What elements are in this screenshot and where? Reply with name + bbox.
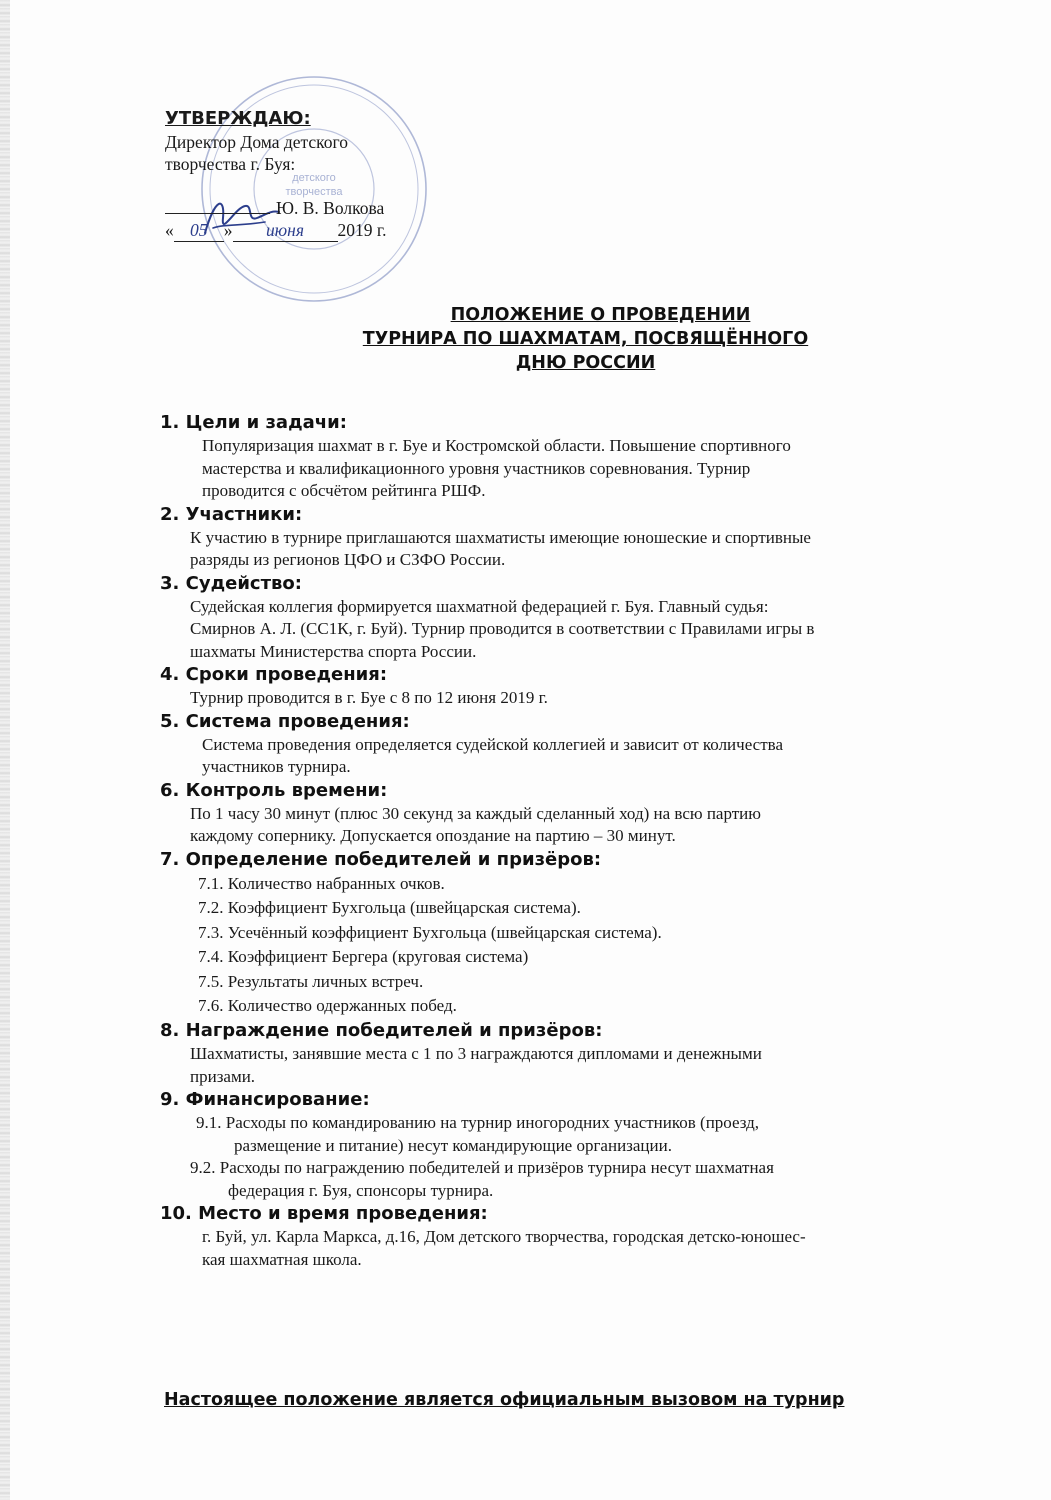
svg-text:детского: детского — [292, 172, 336, 184]
approval-line-2: творчества г. Буя: — [165, 154, 296, 174]
section-body: Судейская коллегия формируется шахматной федерацией г. Буя. Главный судья: Смирнов А. Л. (СС1К, г. Буй). Турнир проводится в соответствии с Правилами игры в шахматы Министерства спорта России. — [190, 596, 815, 661]
date-day: 05 — [174, 219, 224, 242]
section-heading: 10. Место и время проведения: — [160, 1203, 488, 1225]
financing-item-line-1: Расходы по награждению победителей и призёров турнира несут шахматная — [219, 1158, 774, 1178]
regulation-sections — [160, 411, 1010, 1271]
section-heading: 2. Участники: — [160, 503, 303, 525]
section-heading: 3. Судейство: — [160, 572, 302, 594]
winner-criterion: 7.3. Усечённый коэффициент Бухгольца (швейцарская система). — [198, 922, 662, 942]
section-body: Популяризация шахмат в г. Буе и Костромской области. Повышение спортивного мастерства и квалификационного уровня участников соревнования. Турнир проводится с обсчётом рейтинга РШФ. — [202, 436, 791, 500]
winner-criterion: 7.2. Коэффициент Бухгольца (швейцарская система). — [198, 898, 581, 918]
section-heading: 9. Финансирование: — [160, 1089, 370, 1111]
section-body: К участию в турнире приглашаются шахматисты имеющие юношеские и спортивные разряды из регионов ЦФО и СЗФО России. — [190, 527, 811, 569]
title-line-2: ТУРНИРА ПО ШАХМАТАМ, ПОСВЯЩЁННОГО — [362, 329, 809, 349]
title-line-1: ПОЛОЖЕНИЕ О ПРОВЕДЕНИИ — [450, 305, 751, 325]
approval-date — [165, 219, 465, 242]
official-call-note: Настоящее положение является официальным вызовом на турнир — [164, 1390, 845, 1410]
section-system — [160, 710, 1010, 779]
date-close-quote: » — [223, 220, 233, 240]
section-heading: 1. Цели и задачи: — [160, 412, 347, 433]
section-venue — [160, 1202, 1010, 1271]
section-heading: 5. Система проведения: — [160, 710, 410, 732]
section-time-control — [160, 779, 1010, 848]
section-dates — [160, 663, 1010, 710]
section-body: Шахматисты, занявшие места с 1 по 3 награждаются дипломами и денежными призами. — [190, 1044, 762, 1086]
financing-item — [160, 1112, 1010, 1157]
winner-criterion: 7.5. Результаты личных встреч. — [198, 971, 424, 991]
date-open-quote: « — [165, 220, 174, 240]
section-heading: 7. Определение победителей и призёров: — [160, 848, 602, 870]
section-body: г. Буй, ул. Карла Маркса, д.16, Дом детского творчества, городская детско-юношес- кая шахматная школа. — [202, 1227, 806, 1269]
section-body: По 1 часу 30 минут (плюс 30 секунд за каждый сделанный ход) на всю партию каждому сопернику. Допускается опоздание на партию – 30 минут. — [190, 803, 761, 845]
scan-edge — [0, 0, 10, 1500]
section-participants — [160, 503, 1010, 572]
winner-criterion: 7.6. Количество одержанных побед. — [198, 996, 457, 1016]
section-judging — [160, 572, 1010, 664]
approval-line-1: Директор Дома детского — [165, 132, 348, 152]
approval-signer-line — [165, 197, 465, 219]
approval-signer: Ю. В. Волкова — [276, 198, 385, 218]
section-heading: 8. Награждение победителей и призёров: — [160, 1020, 603, 1042]
section-awards — [160, 1019, 1010, 1088]
financing-item-line-2: размещение и питание) несут командирующие организации. — [234, 1135, 672, 1155]
winner-criterion: 7.4. Коэффициент Бергера (круговая система) — [198, 947, 529, 967]
financing-item-line-1: Расходы по командированию на турнир иногородних участников (проезд, — [225, 1113, 760, 1133]
section-body: Турнир проводится в г. Буе с 8 по 12 июня 2019 г. — [190, 688, 548, 707]
svg-text:творчества: творчества — [285, 186, 343, 198]
section-financing — [160, 1088, 1010, 1202]
approval-block — [165, 107, 465, 242]
document-title — [0, 303, 1051, 375]
section-body: Система проведения определяется судейской коллегией и зависит от количества участников турнира. — [202, 734, 783, 776]
financing-item-number: 9.2. — [190, 1158, 216, 1178]
financing-item-line-2: федерация г. Буя, спонсоры турнира. — [228, 1180, 494, 1200]
title-line-3: ДНЮ РОССИИ — [515, 353, 656, 373]
approval-heading: УТВЕРЖДАЮ: — [165, 108, 311, 129]
section-winners — [160, 848, 1010, 1020]
date-year: 2019 г. — [337, 220, 387, 240]
financing-item — [160, 1157, 1010, 1202]
winner-criterion: 7.1. Количество набранных очков. — [198, 873, 445, 893]
financing-item-number: 9.1. — [196, 1113, 222, 1133]
section-heading: 4. Сроки проведения: — [160, 664, 388, 685]
section-heading: 6. Контроль времени: — [160, 779, 388, 801]
section-goals — [160, 411, 1010, 503]
date-month: июня — [233, 219, 338, 242]
signature-line — [165, 213, 270, 214]
